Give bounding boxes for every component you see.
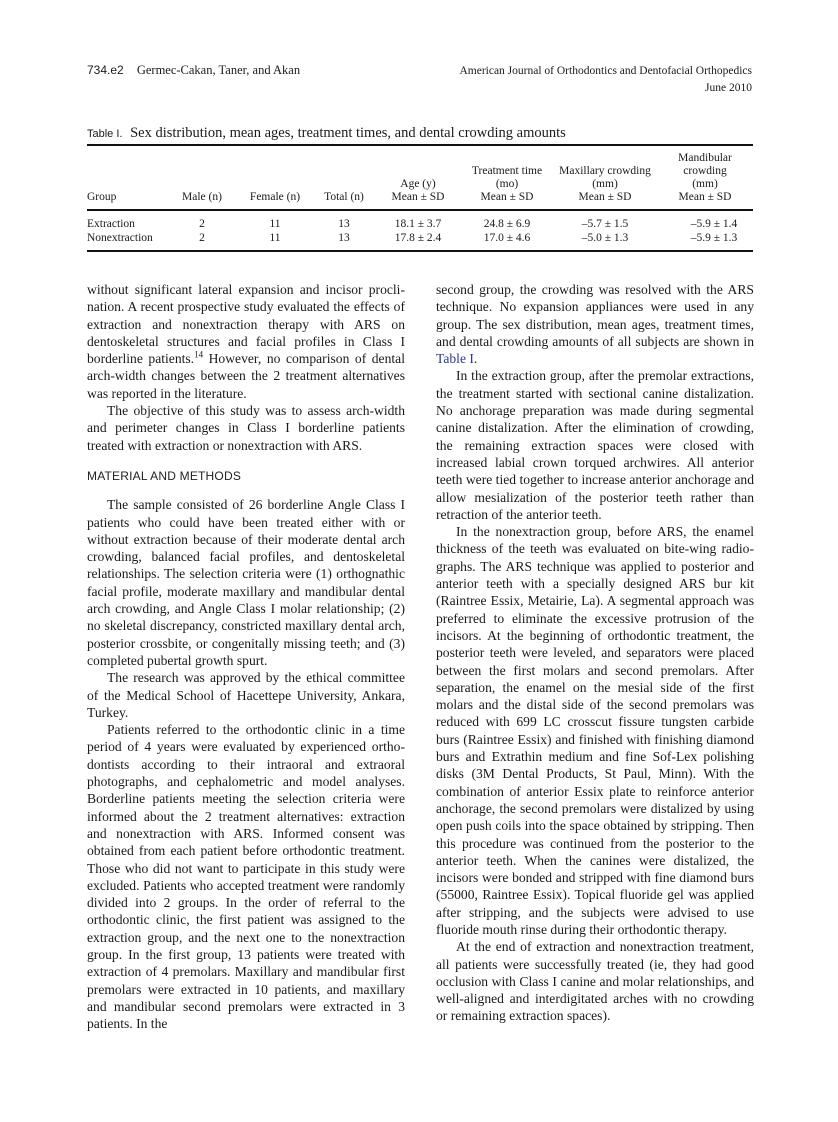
cell-male: 2 <box>199 218 205 230</box>
table-reference-link[interactable]: Table I <box>436 351 474 367</box>
paragraph: The research was approved by the ethical committee of the Medical School of Hacettepe University, Ankara, Turkey. <box>87 670 405 720</box>
paragraph: Patients referred to the orthodontic clinic in a time period of 4 years were evaluated by experienced orthodontists according to their intraoral and extraoral photographs, and cephalometric and model analyses. Borderline patients meeting the selection criteria were informed about the 2 treatment alternatives: extraction and nonextraction with ARS. Informed consent was obtained from each patient before orthodontic treatment. Those who did not want to participate in this study were excluded. Patients who accepted treatment were randomly divided into 2 groups. In the order of referral to the orthodontic clinic, the first patient was assigned to the extraction group, and the next one to the nonextraction group. In the first group, 13 patients were treated with extraction of 4 premolars. Maxillary and mandibular first premolars were extracted in 10 patients, and maxillary and mandibular second premolars were extracted in 3 patients. In the <box>87 722 405 1032</box>
cell-treatment-time: 17.0 ± 4.6 <box>483 232 531 244</box>
cell-age: 18.1 ± 3.7 <box>394 218 442 230</box>
table-title: Sex distribution, mean ages, treatment times, and dental crowding amounts <box>130 125 566 141</box>
table-caption <box>87 125 566 142</box>
data-table <box>87 144 753 252</box>
cell-group: Nonextraction <box>87 232 153 244</box>
cell-female: 11 <box>269 232 281 244</box>
paragraph: second group, the crowding was resolved with the ARS technique. No expansion appliances were used in any group. The sex distribution, mean ages, treatment times, and dental crowding amounts of all subjects are shown in Table I. <box>436 282 754 367</box>
col-header-mandibular-crowding: Mandibular crowding (mm) Mean ± SD <box>657 145 753 210</box>
table-header-row <box>87 145 753 210</box>
col-header-maxillary-crowding: Maxillary crowding (mm) Mean ± SD <box>553 145 657 210</box>
cell-total: 13 <box>338 218 350 230</box>
header-journal: American Journal of Orthodontics and Dentofacial Orthopedics <box>459 65 752 77</box>
running-header-left <box>87 63 300 78</box>
col-header-female: Female (n) <box>237 145 313 210</box>
cell-total: 13 <box>338 232 350 244</box>
header-authors: Germec-Cakan, Taner, and Akan <box>136 63 301 77</box>
col-header-treatment-time: Treatment time (mo) Mean ± SD <box>461 145 553 210</box>
paragraph: At the end of extraction and nonextraction treatment, all patients were successfully treated (ie, they had good occlusion with Class I canine and molar relationships, and well-aligned and interdigitated arches with no crowding or remaining extraction spaces). <box>436 939 754 1024</box>
paragraph: The sample consisted of 26 borderline Angle Class I patients who could have been treated either with or without extraction because of their moderate dental arch crowding, balanced facial profiles, and dentoskeletal relationships. The selection criteria were (1) orthognathic facial profile, moderate maxillary and mandibular dental arch crowding, and Angle Class I molar relationship; (2) no skeletal discrepancy, constricted maxillary dental arch, posterior crossbite, or congenitally missing teeth; and (3) completed pubertal growth spurt. <box>87 497 405 668</box>
table-label: Table I. <box>87 128 123 140</box>
cell-mandibular-crowding: –5.9 ± 1.3 <box>690 232 738 244</box>
cell-treatment-time: 24.8 ± 6.9 <box>483 218 531 230</box>
cell-age: 17.8 ± 2.4 <box>394 232 442 244</box>
paragraph: without significant lateral expansion and incisor proclination. A recent prospective study evaluated the effects of extraction and nonextraction therapy with ARS on dentoskeletal structures and facial profiles in Class I borderline patients.$^{14}$ However, no comparison of dental arch-width changes between the 2 treatment alternatives was reported in the literature. <box>87 282 405 401</box>
cell-maxillary-crowding: –5.0 ± 1.3 <box>581 232 629 244</box>
table-row <box>87 210 753 231</box>
table-row <box>87 231 753 251</box>
running-header-right <box>459 63 752 97</box>
cell-male: 2 <box>199 232 205 244</box>
col-header-male: Male (n) <box>167 145 237 210</box>
cell-mandibular-crowding: –5.9 ± 1.4 <box>690 218 738 230</box>
paragraph: In the extraction group, after the premolar extractions, the treatment started with sectional canine distalization. No anchorage preparation was made during segmental canine distalization. After the elimination of crowding, the remaining extraction spaces were closed with increased labial crown torqued archwires. All anterior teeth were tied together to increase anterior anchorage and allow mesialization of the posterior teeth rather than retraction of the anterior teeth. <box>436 368 754 522</box>
page-number: 734.e2 <box>87 63 124 77</box>
col-header-age: Age (y) Mean ± SD <box>375 145 461 210</box>
right-text-column <box>436 281 754 1025</box>
paragraph: The objective of this study was to assess arch-width and perimeter changes in Class I borderline patients treated with extraction or nonextraction with ARS. <box>87 403 405 453</box>
cell-female: 11 <box>269 218 281 230</box>
cell-maxillary-crowding: –5.7 ± 1.5 <box>581 218 629 230</box>
left-text-column <box>87 281 405 1032</box>
section-heading: MATERIAL AND METHODS <box>87 468 242 483</box>
cell-group: Extraction <box>87 218 135 230</box>
paragraph: In the nonextraction group, before ARS, the enamel thickness of the teeth was evaluated on bite-wing radiographs. The ARS technique was applied to posterior and anterior teeth with a specially designed ARS bur kit (Raintree Essix, Metairie, La). A segmental approach was preferred to eliminate the excessive protrusion of the incisors. At the beginning of orthodontic treatment, the posterior teeth were leveled, and separators were placed between the first molars and second premolars. After separation, the enamel on the mesial side of the first molars and the distal side of the second premolars was reduced with 699 LC crosscut fissure tungsten carbide burs (Raintree Essix) and finished with finishing diamond burs and Extrathin medium and fine Sof-Lex polishing disks (3M Dental Products, St Paul, Minn). With the combination of anterior Essix plate to reinforce anterior anchorage, the second premolars were distalized by using open push coils into the space obtained by stripping. Then this procedure was continued from the posterior to the anterior teeth. When the canines were distalized, the incisors were bonded and stripped with fine diamond burs (55000, Raintree Essix). Topical fluoride gel was applied after stripping, and the subjects were advised to use fluoride mouth rinse during their orthodontic therapy. <box>436 524 754 937</box>
header-date: June 2010 <box>705 82 752 94</box>
col-header-total: Total (n) <box>313 145 375 210</box>
reference-superscript[interactable]: 14 <box>194 349 204 360</box>
col-header-group: Group <box>87 145 167 210</box>
